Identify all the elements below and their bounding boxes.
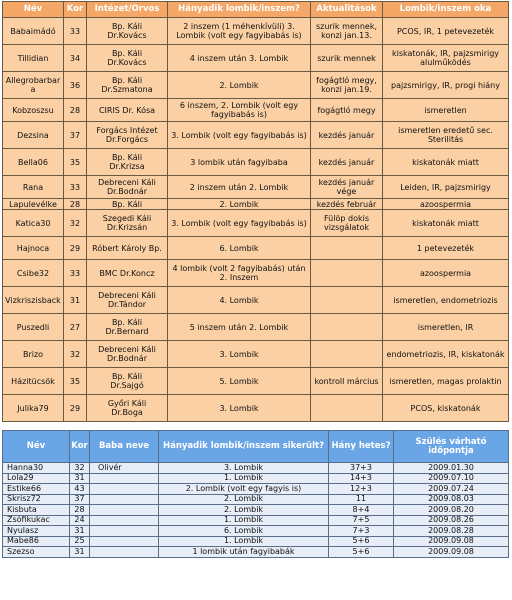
cell-news bbox=[311, 314, 383, 341]
cell-name: Skrisz72 bbox=[3, 494, 70, 505]
cell-attempt: 6 inszem, 2. Lombik (volt egy fagyibabás is) bbox=[168, 99, 311, 122]
cell-name: Allegrobarbara bbox=[3, 72, 64, 99]
cell-name: Szezso bbox=[3, 547, 70, 558]
cell-reason: PCOS, IR, 1 petevezeték bbox=[383, 18, 509, 45]
cell-attempt: 4 lombik (volt 2 fagyibabás) után 2. Inszem bbox=[168, 260, 311, 287]
header-hanyadik: Hányadik lombik/inszem? bbox=[168, 2, 311, 18]
cell-attempt: 2. Lombik bbox=[159, 505, 329, 516]
cell-baby-name bbox=[90, 494, 159, 505]
cell-age: 28 bbox=[70, 505, 90, 516]
cell-weeks: 5+6 bbox=[329, 547, 394, 558]
clinic-status-table bbox=[2, 1, 509, 422]
table-row bbox=[3, 505, 509, 516]
table-row bbox=[3, 18, 509, 45]
cell-age: 29 bbox=[64, 395, 87, 422]
cell-age: 32 bbox=[64, 341, 87, 368]
cell-baby-name bbox=[90, 526, 159, 537]
cell-name: Zsófikukac bbox=[3, 515, 70, 526]
cell-age: 34 bbox=[64, 45, 87, 72]
cell-news: kezdés február bbox=[311, 199, 383, 210]
cell-baby-name bbox=[90, 484, 159, 495]
cell-name: Hajnoca bbox=[3, 237, 64, 260]
cell-clinic: Debreceni Káli Dr.Bodnár bbox=[87, 176, 168, 199]
cell-baby-name bbox=[90, 547, 159, 558]
cell-name: Julika79 bbox=[3, 395, 64, 422]
cell-reason: ismeretlen bbox=[383, 99, 509, 122]
cell-attempt: 3 lombik után fagyibaba bbox=[168, 149, 311, 176]
cell-news bbox=[311, 395, 383, 422]
cell-age: 25 bbox=[70, 536, 90, 547]
cell-clinic: Forgács Intézet Dr.Forgács bbox=[87, 122, 168, 149]
table-row bbox=[3, 287, 509, 314]
table-row bbox=[3, 395, 509, 422]
cell-age: 33 bbox=[64, 176, 87, 199]
cell-name: Nyulasz bbox=[3, 526, 70, 537]
cell-clinic: Debreceni Káli Dr.Tándor bbox=[87, 287, 168, 314]
cell-attempt: 4 inszem után 3. Lombik bbox=[168, 45, 311, 72]
cell-news bbox=[311, 260, 383, 287]
table-row bbox=[3, 463, 509, 474]
cell-reason: 1 petevezeték bbox=[383, 237, 509, 260]
cell-attempt: 5. Lombik bbox=[168, 368, 311, 395]
table-gap bbox=[0, 422, 512, 430]
cell-attempt: 1. Lombik bbox=[159, 536, 329, 547]
cell-reason: azoospermia bbox=[383, 260, 509, 287]
cell-name: Katica30 bbox=[3, 210, 64, 237]
cell-attempt: 2. Lombik bbox=[168, 72, 311, 99]
cell-attempt: 3. Lombik (volt egy fagyibabás is) bbox=[168, 122, 311, 149]
table2-header-row bbox=[3, 431, 509, 463]
cell-clinic: Debreceni Káli Dr.Bodnár bbox=[87, 341, 168, 368]
cell-age: 31 bbox=[70, 526, 90, 537]
cell-name: Házitücsök bbox=[3, 368, 64, 395]
cell-age: 28 bbox=[64, 99, 87, 122]
header-kor: Kor bbox=[70, 431, 90, 463]
cell-name: Puszedli bbox=[3, 314, 64, 341]
table-row bbox=[3, 547, 509, 558]
cell-weeks: 7+3 bbox=[329, 526, 394, 537]
cell-name: Lapulevélke bbox=[3, 199, 64, 210]
cell-clinic: Bp. Káli Dr.Krizsa bbox=[87, 149, 168, 176]
cell-age: 32 bbox=[64, 210, 87, 237]
cell-baby-name bbox=[90, 515, 159, 526]
cell-name: Csibe32 bbox=[3, 260, 64, 287]
cell-name: Estike66 bbox=[3, 484, 70, 495]
cell-due-date: 2009.09.08 bbox=[394, 547, 509, 558]
cell-news bbox=[311, 237, 383, 260]
header-kor: Kor bbox=[64, 2, 87, 18]
cell-reason: ismeretlen eredetű sec. Sterilitás bbox=[383, 122, 509, 149]
cell-clinic: Bp. Káli Dr.Kovács bbox=[87, 18, 168, 45]
cell-news: fogágtló megy bbox=[311, 99, 383, 122]
cell-attempt: 1 lombik után fagyibabák bbox=[159, 547, 329, 558]
table-row bbox=[3, 484, 509, 495]
cell-name: Kisbuta bbox=[3, 505, 70, 516]
header-hetes: Hány hetes? bbox=[329, 431, 394, 463]
cell-reason: PCOS, kiskatonák bbox=[383, 395, 509, 422]
cell-name: Tillidian bbox=[3, 45, 64, 72]
cell-reason: pajzsmirigy, IR, progi hiány bbox=[383, 72, 509, 99]
cell-weeks: 37+3 bbox=[329, 463, 394, 474]
table-row bbox=[3, 199, 509, 210]
cell-name: Bella06 bbox=[3, 149, 64, 176]
table-row bbox=[3, 314, 509, 341]
cell-clinic: Bp. Káli Dr.Szmatona bbox=[87, 72, 168, 99]
cell-clinic: Bp. Káli Dr.Bernard bbox=[87, 314, 168, 341]
cell-reason: kiskatonák, IR, pajzsmirigy alulműködés bbox=[383, 45, 509, 72]
cell-clinic: Bp. Káli bbox=[87, 199, 168, 210]
cell-reason: azoospermia bbox=[383, 199, 509, 210]
table-row bbox=[3, 526, 509, 537]
table-row bbox=[3, 341, 509, 368]
table-row bbox=[3, 45, 509, 72]
success-table bbox=[2, 430, 509, 558]
cell-weeks: 7+5 bbox=[329, 515, 394, 526]
cell-news: kezdés január bbox=[311, 122, 383, 149]
cell-weeks: 5+6 bbox=[329, 536, 394, 547]
header-ok: Lombik/inszem oka bbox=[383, 2, 509, 18]
table1-header-row bbox=[3, 2, 509, 18]
cell-baby-name bbox=[90, 536, 159, 547]
cell-name: Dezsina bbox=[3, 122, 64, 149]
cell-age: 31 bbox=[70, 473, 90, 484]
cell-age: 31 bbox=[64, 287, 87, 314]
cell-news: Fülöp dokis vizsgálatok bbox=[311, 210, 383, 237]
cell-news: kontroll március bbox=[311, 368, 383, 395]
cell-baby-name bbox=[90, 505, 159, 516]
cell-age: 33 bbox=[64, 260, 87, 287]
cell-name: Vizkriszisback bbox=[3, 287, 64, 314]
cell-clinic: CIRIS Dr. Kósa bbox=[87, 99, 168, 122]
table-row bbox=[3, 122, 509, 149]
cell-reason: ismeretlen, IR bbox=[383, 314, 509, 341]
cell-reason: kiskatonák miatt bbox=[383, 149, 509, 176]
cell-weeks: 11 bbox=[329, 494, 394, 505]
cell-reason: kiskatonák miatt bbox=[383, 210, 509, 237]
cell-attempt: 2 inszem (1 méhenkívüli) 3. Lombik (volt egy fagyibabás is) bbox=[168, 18, 311, 45]
table-row bbox=[3, 99, 509, 122]
cell-due-date: 2009.08.26 bbox=[394, 515, 509, 526]
table-row bbox=[3, 494, 509, 505]
cell-due-date: 2009.09.08 bbox=[394, 536, 509, 547]
cell-age: 43 bbox=[70, 484, 90, 495]
cell-attempt: 2. Lombik (volt egy fagyis is) bbox=[159, 484, 329, 495]
table-row bbox=[3, 260, 509, 287]
cell-name: Hanna30 bbox=[3, 463, 70, 474]
cell-news: szurik mennek bbox=[311, 45, 383, 72]
cell-attempt: 2. Lombik bbox=[168, 199, 311, 210]
cell-due-date: 2009.08.28 bbox=[394, 526, 509, 537]
cell-reason: Leiden, IR, pajzsmirigy bbox=[383, 176, 509, 199]
cell-age: 32 bbox=[70, 463, 90, 474]
cell-weeks: 12+3 bbox=[329, 484, 394, 495]
table-row bbox=[3, 515, 509, 526]
cell-name: Rana bbox=[3, 176, 64, 199]
table-row bbox=[3, 237, 509, 260]
cell-clinic: Bp. Káli Dr.Kovács bbox=[87, 45, 168, 72]
cell-due-date: 2009.08.20 bbox=[394, 505, 509, 516]
cell-due-date: 2009.07.10 bbox=[394, 473, 509, 484]
cell-attempt: 4. Lombik bbox=[168, 287, 311, 314]
cell-clinic: Szegedi Káli Dr.Krizsán bbox=[87, 210, 168, 237]
cell-attempt: 3. Lombik (volt egy fagyibabás is) bbox=[168, 210, 311, 237]
cell-clinic: Győri Káli Dr.Boga bbox=[87, 395, 168, 422]
cell-attempt: 6. Lombik bbox=[159, 526, 329, 537]
header-aktualitasok: Aktualitások bbox=[311, 2, 383, 18]
cell-reason: ismeretlen, endometriozis bbox=[383, 287, 509, 314]
cell-news: kezdés január bbox=[311, 149, 383, 176]
cell-name: Brizo bbox=[3, 341, 64, 368]
cell-attempt: 2 inszem után 2. Lombik bbox=[168, 176, 311, 199]
cell-news: fogágtló megy, konzi jan.19. bbox=[311, 72, 383, 99]
cell-name: Mabe86 bbox=[3, 536, 70, 547]
cell-weeks: 8+4 bbox=[329, 505, 394, 516]
cell-news: szurik mennek, konzi jan.13. bbox=[311, 18, 383, 45]
cell-due-date: 2009.07.24 bbox=[394, 484, 509, 495]
cell-age: 29 bbox=[64, 237, 87, 260]
cell-age: 37 bbox=[64, 122, 87, 149]
header-nev: Név bbox=[3, 2, 64, 18]
cell-age: 37 bbox=[70, 494, 90, 505]
cell-attempt: 6. Lombik bbox=[168, 237, 311, 260]
cell-due-date: 2009.08.03 bbox=[394, 494, 509, 505]
cell-baby-name: Olivér bbox=[90, 463, 159, 474]
cell-due-date: 2009.01.30 bbox=[394, 463, 509, 474]
header-nev: Név bbox=[3, 431, 70, 463]
cell-reason: endometriozis, IR, kiskatonák bbox=[383, 341, 509, 368]
table-row bbox=[3, 473, 509, 484]
cell-age: 35 bbox=[64, 149, 87, 176]
cell-attempt: 2. Lombik bbox=[159, 494, 329, 505]
cell-clinic: Bp. Káli Dr.Sajgó bbox=[87, 368, 168, 395]
cell-weeks: 14+3 bbox=[329, 473, 394, 484]
cell-clinic: Róbert Károly Bp. bbox=[87, 237, 168, 260]
cell-attempt: 1. Lombik bbox=[159, 515, 329, 526]
cell-attempt: 3. Lombik bbox=[168, 395, 311, 422]
cell-news bbox=[311, 287, 383, 314]
header-intezet: Intézet/Orvos bbox=[87, 2, 168, 18]
cell-attempt: 1. Lombik bbox=[159, 473, 329, 484]
header-sikerult: Hányadik lombik/inszem sikerült? bbox=[159, 431, 329, 463]
table-row bbox=[3, 176, 509, 199]
table-row bbox=[3, 536, 509, 547]
cell-reason: ismeretlen, magas prolaktin bbox=[383, 368, 509, 395]
table-row bbox=[3, 72, 509, 99]
cell-attempt: 3. Lombik bbox=[168, 341, 311, 368]
cell-age: 35 bbox=[64, 368, 87, 395]
cell-clinic: BMC Dr.Koncz bbox=[87, 260, 168, 287]
table-row bbox=[3, 368, 509, 395]
cell-attempt: 5 inszem után 2. Lombik bbox=[168, 314, 311, 341]
cell-name: Lola29 bbox=[3, 473, 70, 484]
cell-baby-name bbox=[90, 473, 159, 484]
cell-attempt: 3. Lombik bbox=[159, 463, 329, 474]
header-szules: Szülés várható időpontja bbox=[394, 431, 509, 463]
cell-age: 31 bbox=[70, 547, 90, 558]
cell-news bbox=[311, 341, 383, 368]
cell-age: 27 bbox=[64, 314, 87, 341]
table-row bbox=[3, 149, 509, 176]
cell-age: 28 bbox=[64, 199, 87, 210]
cell-name: Kobzoszsu bbox=[3, 99, 64, 122]
header-baba-neve: Baba neve bbox=[90, 431, 159, 463]
cell-age: 36 bbox=[64, 72, 87, 99]
cell-age: 24 bbox=[70, 515, 90, 526]
cell-age: 33 bbox=[64, 18, 87, 45]
table-row bbox=[3, 210, 509, 237]
cell-name: Babaimádó bbox=[3, 18, 64, 45]
cell-news: kezdés január vége bbox=[311, 176, 383, 199]
